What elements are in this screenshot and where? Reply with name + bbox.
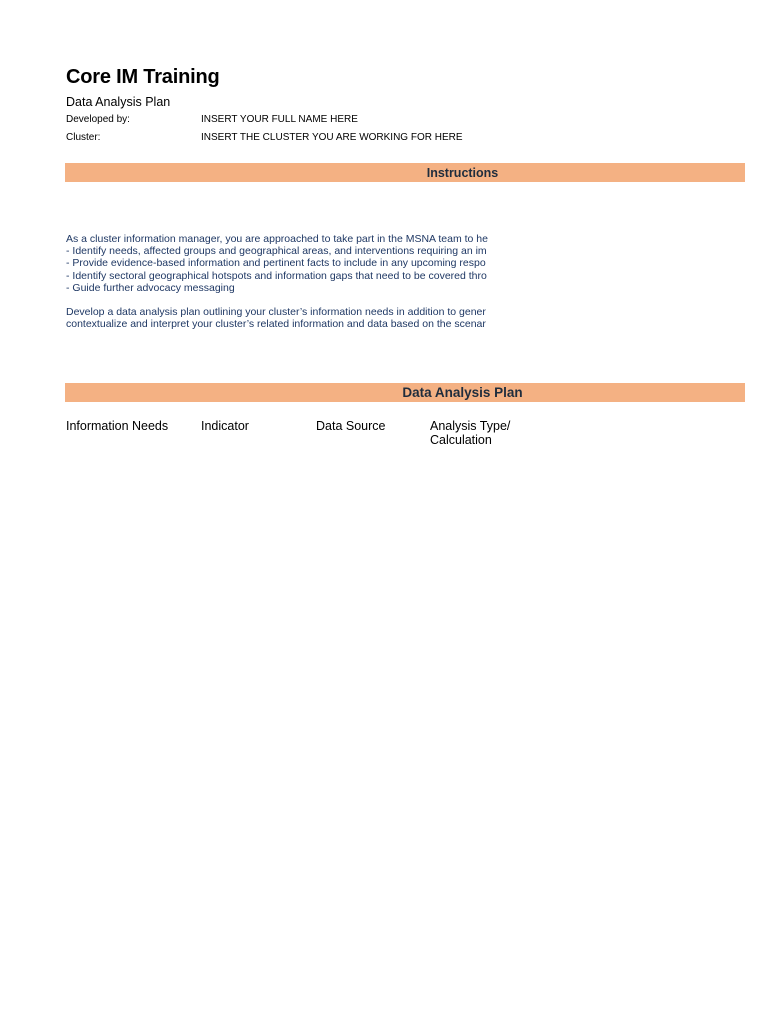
column-header-information-needs: Information Needs — [66, 419, 169, 433]
instruction-paragraph-line: Develop a data analysis plan outlining your cluster’s information needs in addition to gener — [66, 306, 486, 319]
developed-by-label: Developed by: — [66, 114, 130, 125]
page-title: Core IM Training — [66, 66, 220, 88]
column-header-data-source: Data Source — [316, 419, 386, 433]
instructions-text — [66, 233, 544, 330]
instruction-line: - Provide evidence-based information and pertinent facts to include in any upcoming respo — [66, 257, 486, 270]
instruction-line: - Guide further advocacy messaging — [66, 281, 235, 294]
page-subtitle: Data Analysis Plan — [66, 95, 171, 109]
column-header-indicator: Indicator — [201, 419, 249, 433]
instruction-line: As a cluster information manager, you are approached to take part in the MSNA team to he — [66, 233, 488, 245]
cluster-value[interactable]: INSERT THE CLUSTER YOU ARE WORKING FOR HERE — [201, 132, 463, 143]
data-analysis-plan-banner-label: Data Analysis Plan — [402, 385, 523, 400]
instructions-banner-label: Instructions — [426, 165, 499, 180]
instruction-line: - Identify sectoral geographical hotspots and information gaps that need to be covered thro — [66, 269, 487, 282]
cluster-label: Cluster: — [66, 132, 101, 143]
instruction-line: - Identify needs, affected groups and geographical areas, and interventions requiring an im — [66, 245, 487, 258]
column-header-analysis-type-line1: Analysis Type/ — [430, 419, 511, 433]
data-analysis-plan-banner — [65, 383, 745, 402]
column-header-analysis-type — [430, 419, 510, 447]
instructions-banner — [65, 163, 745, 182]
instruction-paragraph-line: contextualize and interpret your cluster’s related information and data based on the scenar — [66, 318, 486, 331]
developed-by-value[interactable]: INSERT YOUR FULL NAME HERE — [201, 114, 358, 125]
column-header-analysis-type-line2: Calculation — [430, 433, 492, 447]
